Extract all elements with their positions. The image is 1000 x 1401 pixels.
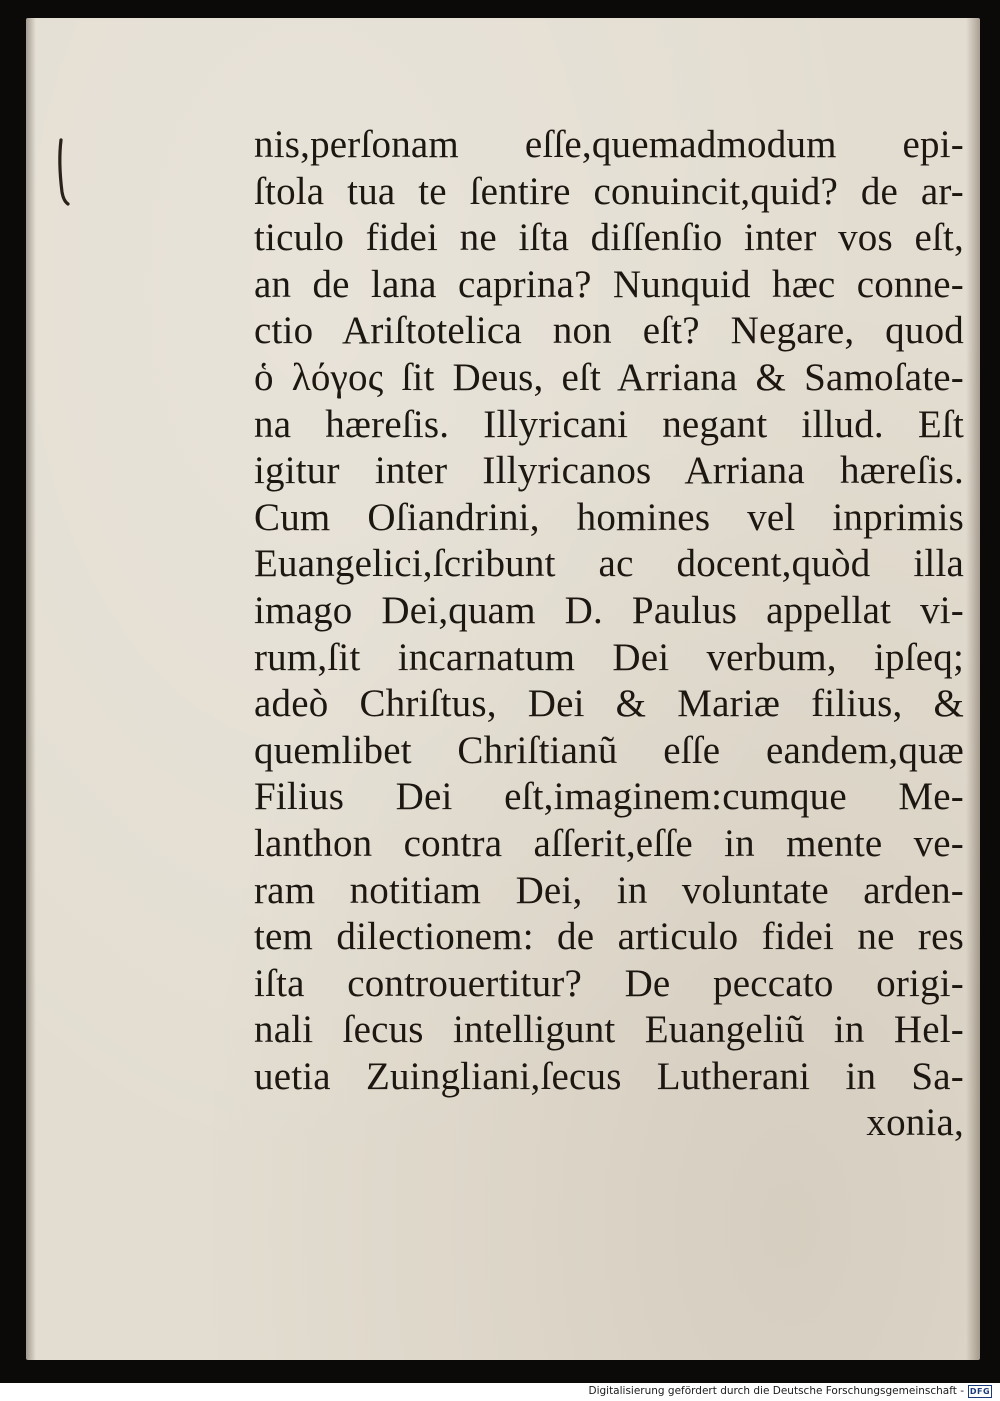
catchword: xonia, bbox=[866, 1101, 964, 1145]
margin-pen-mark-icon bbox=[41, 136, 81, 216]
text-line: ὁ λόγος ſit Deus, eſt Arriana & Samoſate- bbox=[254, 355, 964, 399]
binding-shadow bbox=[26, 18, 36, 1360]
text-line: tem dilectionem: de articulo fidei ne res bbox=[254, 915, 964, 959]
text-line: igitur inter Illyricanos Arriana hæreſis. bbox=[254, 449, 964, 493]
book-page bbox=[26, 18, 980, 1360]
text-line: quemlibet Chriſtianũ eſſe eandem,quæ bbox=[254, 728, 964, 772]
text-line: na hæreſis. Illyricani negant illud. Eſt bbox=[254, 402, 964, 446]
text-line: Cum Oſiandrini, homines vel inprimis bbox=[254, 495, 964, 539]
text-line: iſta controuertitur? De peccato origi- bbox=[254, 961, 964, 1005]
text-line: ram notitiam Dei, in voluntate arden- bbox=[254, 868, 964, 912]
text-line: imago Dei,quam D. Paulus appellat vi- bbox=[254, 588, 964, 632]
page-text bbox=[254, 122, 964, 1147]
text-line: ctio Ariſtotelica non eſt? Negare, quod bbox=[254, 309, 964, 353]
text-line: an de lana caprina? Nunquid hæc conne- bbox=[254, 262, 964, 306]
funding-credit: Digitalisierung gefördert durch die Deutsche Forschungsgemeinschaft - bbox=[588, 1385, 964, 1397]
dfg-logo: DFG bbox=[969, 1387, 991, 1396]
text-line: adeò Chriſtus, Dei & Mariæ filius, & bbox=[254, 682, 964, 726]
page-edge-shadow bbox=[966, 18, 980, 1360]
text-line: Euangelici,ſcribunt ac docent,quòd illa bbox=[254, 542, 964, 586]
text-line: uetia Zuingliani,ſecus Lutherani in Sa- bbox=[254, 1054, 964, 1098]
text-line: nali ſecus intelligunt Euangeliũ in Hel- bbox=[254, 1008, 964, 1052]
text-line: Filius Dei eſt,imaginem:cumque Me- bbox=[254, 775, 964, 819]
text-line: ſtola tua te ſentire conuincit,quid? de ar- bbox=[254, 169, 964, 213]
text-line: lanthon contra aſſerit,eſſe in mente ve- bbox=[254, 821, 964, 865]
text-line: rum,ſit incarnatum Dei verbum, ipſeq; bbox=[254, 635, 964, 679]
footer-bar bbox=[0, 1383, 1000, 1401]
text-line: ticulo fidei ne iſta diſſenſio inter vos eſt, bbox=[254, 216, 964, 260]
text-line: nis,perſonam eſſe,quemadmodum epi- bbox=[254, 123, 964, 166]
